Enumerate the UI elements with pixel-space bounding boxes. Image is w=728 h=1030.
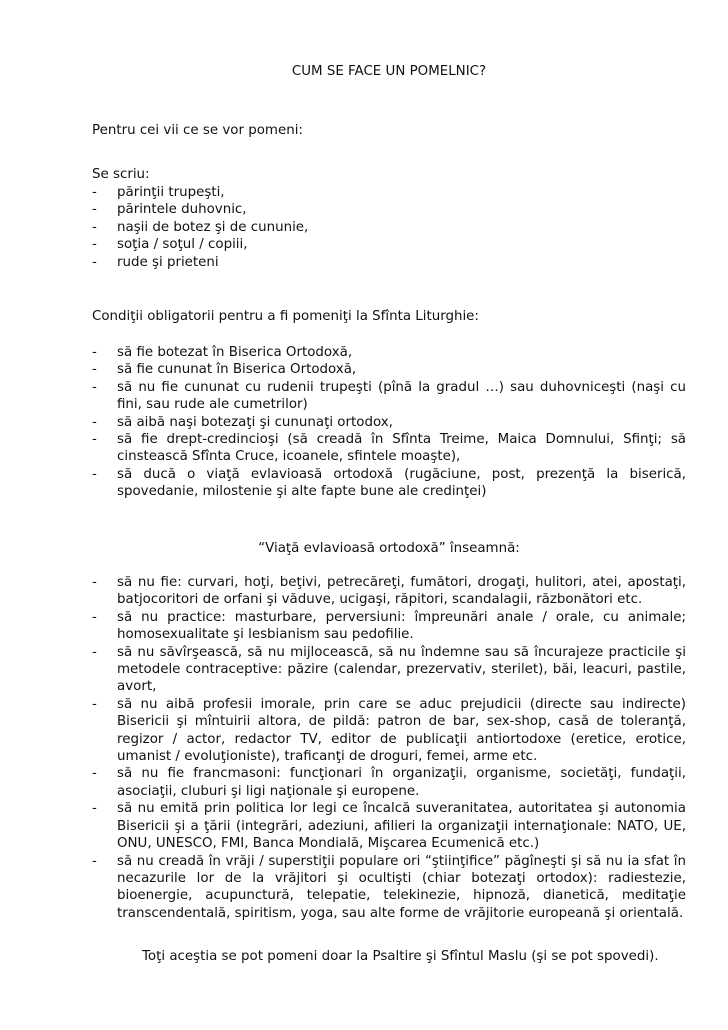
- list-item: - să nu fie: curvari, hoţi, beţivi, petrecăreţi, fumători, drogaţi, hulitori, atei, apostaţi, batjocoritori de orfani şi văduve, ucigaşi, răpitori, scandalagii, războnători etc.: [92, 575, 686, 608]
- list-item: - să nu fie cununat cu rudenii trupeşti (pînă la gradul …) sau duhovniceşti (naşi cu fini, sau rude ale cumetrilor): [92, 379, 686, 413]
- list-item: - să nu fie francmasoni: funcţionari în organizaţii, organisme, societăţi, fundaţii, asociaţii, cluburi şi ligi naţionale şi europene.: [92, 766, 686, 799]
- list-item: - să fie drept-credincioşi (să creadă în Sfînta Treime, Maica Domnului, Sfinţi; să cinstească Sfînta Cruce, icoanele, sfintele moaşte),: [92, 432, 686, 465]
- section3-heading: “Viaţă evlavioasă ortodoxă” înseamnă:: [258, 541, 520, 556]
- list-item: - părintele duhovnic,: [92, 202, 247, 218]
- list-item: - să fie botezat în Biserica Ortodoxă,: [92, 345, 353, 360]
- list-item: - să nu săvîrşească, să nu mijlocească, să nu îndemne sau să încurajeze practicile şi metodele contraceptive: păzire (calendar, prezervativ, sterilet), băi, leacuri, pastile, avort,: [92, 644, 686, 695]
- list-item: - să nu creadă în vrăji / superstiţii populare ori “ştiinţifice” păgîneşti şi să nu ia sfat în necazurile lor de la vrăjitori şi ocultişti (chiar botezaţi ortodox): radiestezie, bioenergie, acupunctură, telepatie, telekinezie, hipnoză, dianetică, meditaţie transcendentală, spiritism, yoga, sau alte forme de vrăjitorie europeană şi orientală.: [92, 853, 686, 921]
- list-item: - soţia / soţul / copiii,: [92, 237, 248, 253]
- list-item: - naşii de botez şi de cununie,: [92, 219, 309, 235]
- section1-list: [92, 184, 686, 271]
- list-item: - să nu emită prin politica lor legi ce încalcă suveranitatea, autoritatea şi autonomia Bisericii şi a ţării (integrări, adeziuni, afilieri la organizaţii internaţionale: NATO, UE, ONU, UNESCO, FMI, Banca Mondială, Mişcarea Ecumenică etc.): [92, 801, 686, 852]
- section2-list: [92, 344, 686, 501]
- list-item: - să aibă naşi botezaţi şi cununaţi ortodox,: [92, 414, 393, 430]
- list-item: - să ducă o viaţă evlavioasă ortodoxă (rugăciune, post, prezenţă la biserică, spovedanie, milostenie şi alte fapte bune ale credinţei): [92, 466, 686, 500]
- section3-list: [92, 574, 686, 922]
- list-item: - să nu practice: masturbare, perversiuni: împreunări anale / orale, cu animale; homosexualitate şi lesbianism sau pedofilie.: [92, 609, 686, 643]
- section2-heading: Condiţii obligatorii pentru a fi pomeniţi la Sfînta Liturghie:: [92, 309, 479, 324]
- list-item: - părinţii trupeşti,: [92, 185, 225, 200]
- closing-note: Toţi aceştia se pot pomeni doar la Psaltire şi Sfîntul Maslu (şi se pot spovedi).: [142, 949, 659, 964]
- list-item: - să fie cununat în Biserica Ortodoxă,: [92, 362, 357, 378]
- section1-intro: Se scriu:: [92, 167, 150, 182]
- list-item: - rude şi prieteni: [92, 254, 219, 270]
- list-item: - să nu aibă profesii imorale, prin care se aduc prejudicii (directe sau indirecte) Bisericii şi mîntuirii altora, de pildă: patron de bar, sex-shop, casă de toleranţă, regizor / actor, redactor TV, editor de publicaţii antiortodoxe (eretice, erotice, umanist / evoluţioniste), traficanţi de droguri, femei, arme etc.: [92, 696, 686, 765]
- document-title: CUM SE FACE UN POMELNIC?: [291, 64, 487, 79]
- section1-heading: Pentru cei vii ce se vor pomeni:: [92, 123, 303, 138]
